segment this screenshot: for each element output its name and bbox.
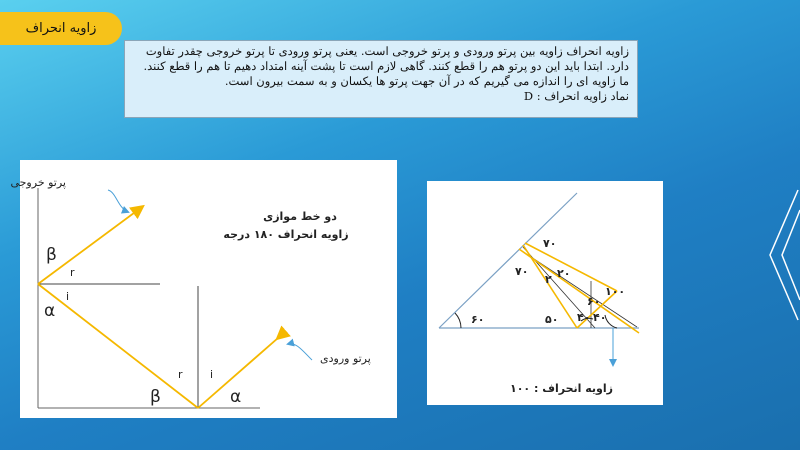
angle-40-left: ۴۰ (577, 311, 591, 324)
decorative-chevrons (760, 180, 800, 330)
angle-40-right: ۴۰ (593, 311, 607, 324)
mirror-slanted (439, 193, 577, 328)
definition-line-4: نماد زاویه انحراف : D (523, 89, 629, 103)
r-upper: r (70, 266, 75, 279)
out-ray-pointer (108, 190, 128, 212)
beta-lower: β (150, 387, 161, 407)
angle-arc-60 (455, 313, 461, 328)
heading-parallel: دو خط موازی (263, 210, 337, 223)
r-lower: r (178, 368, 183, 381)
angle-2: ۲ (545, 273, 552, 286)
angle-50: ۵۰ (545, 313, 559, 326)
parallel-mirrors-figure (10, 160, 397, 418)
heading-deviation: زاویه انحراف ۱۸۰ درجه (223, 228, 349, 241)
angle-mirrors-figure (427, 181, 663, 405)
slide-title: زاویه انحراف (0, 12, 122, 45)
angle-70-left: ۷۰ (515, 265, 529, 278)
middle-ray (38, 284, 198, 408)
out-ray-label: پرتو خروجی (10, 176, 66, 189)
in-ray-label: پرتو ورودی (320, 352, 371, 365)
definition-line-3: ما زاویه ای را اندازه می گیریم که در آن جهت پرتو ها یکسان و به سمت بیرون است. (224, 74, 629, 88)
in-ray-pointer (288, 344, 312, 360)
definition-line-1: زاویه انحراف زاویه بین پرتو ورودی و پرتو خروجی است. یعنی پرتو ورودی تا پرتو خروجی چقدر تفاوت (145, 44, 629, 58)
beta-upper: β (46, 245, 57, 265)
angle-70-top: ۷۰ (543, 237, 557, 250)
angle-20: ۲۰ (557, 267, 571, 280)
alpha-right: α (230, 387, 242, 407)
i-lower: i (210, 368, 214, 381)
angle-100: ۱۰۰ (605, 285, 626, 298)
definition-text-box (124, 40, 638, 118)
deviation-caption: زاویه انحراف : ۱۰۰ (509, 382, 613, 395)
alpha-left: α (44, 301, 56, 321)
i-upper: i (66, 290, 70, 303)
angle-60-base: ۶۰ (471, 313, 485, 326)
definition-line-2: دارد. ابتدا باید این دو پرتو هم را قطع کنند. گاهی لازم است تا پشت آینه امتداد دهیم تا هم را قطع کنند. (143, 59, 629, 73)
angle-60-mid: ۶۰ (587, 295, 601, 308)
